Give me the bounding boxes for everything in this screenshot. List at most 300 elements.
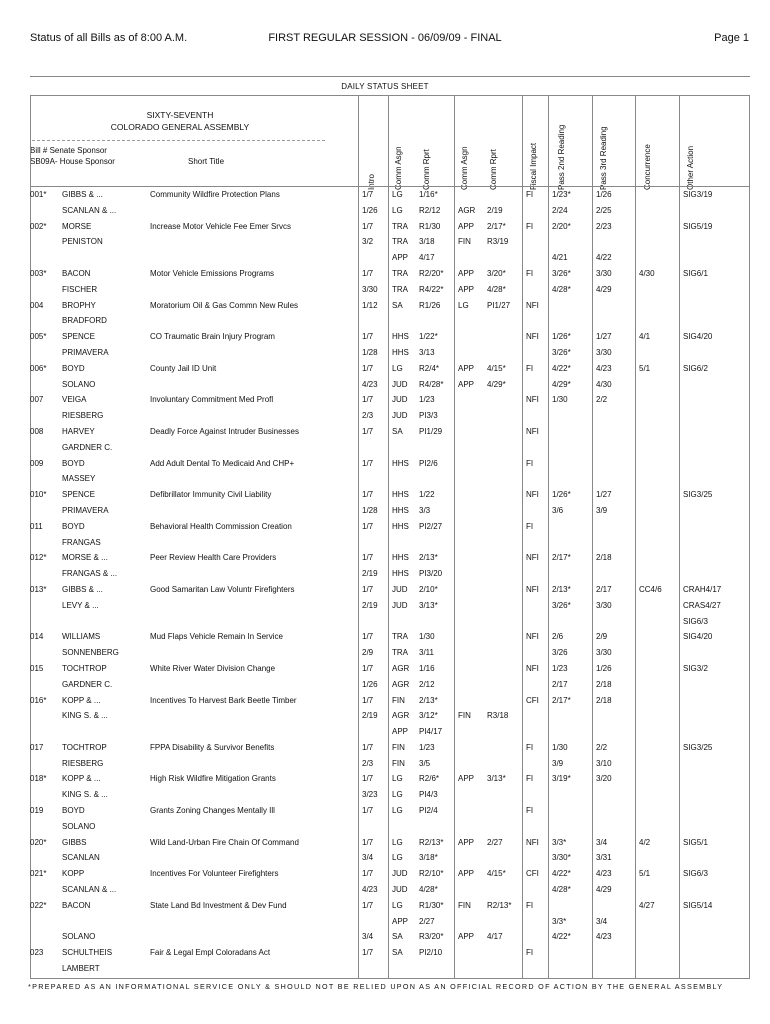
comm-rprt-1: 3/18 (419, 237, 435, 247)
pass-2nd-reading: 3/26* (552, 347, 571, 357)
other-action: SIG3/25 (683, 742, 713, 752)
comm-asgn-1: SA (392, 948, 403, 958)
col-comm-asgn-1: Comm Asgn (394, 146, 403, 190)
intro-date: 1/7 (362, 458, 374, 468)
comm-asgn-1: SA (392, 426, 403, 436)
pass-3rd-reading: 3/30 (596, 268, 612, 278)
comm-asgn-1: LG (392, 900, 403, 910)
comm-asgn-2: FIN (458, 900, 471, 910)
table-row (0, 598, 770, 614)
comm-rprt-1: PI4/17 (419, 727, 443, 737)
fiscal-impact: NFI (526, 300, 539, 310)
comm-asgn-2: APP (458, 774, 475, 784)
page-number: Page 1 (714, 32, 749, 44)
pass-3rd-reading: 2/25 (596, 205, 612, 215)
assembly-line-1: SIXTY-SEVENTH (146, 110, 214, 120)
table-row (0, 487, 770, 503)
short-title: County Jail ID Unit (150, 363, 217, 373)
comm-asgn-1: LG (392, 363, 403, 373)
concurrence: 4/27 (639, 900, 655, 910)
comm-asgn-1: TRA (392, 284, 408, 294)
pass-2nd-reading: 3/9 (552, 758, 564, 768)
table-row (0, 219, 770, 235)
fiscal-impact: FI (526, 521, 534, 531)
col-comm-rprt-2: Comm Rprt (489, 149, 498, 190)
sponsor-name: GIBBS & ... (62, 190, 103, 199)
sponsor-name: BACON (62, 900, 91, 910)
intro-date: 1/26 (362, 205, 378, 215)
short-title: Mud Flaps Vehicle Remain In Service (150, 632, 283, 642)
comm-rprt-1: PI1/29 (419, 426, 443, 436)
table-row (0, 629, 770, 645)
short-title: Add Adult Dental To Medicaid And CHP+ (150, 458, 295, 468)
table-row (0, 471, 770, 487)
intro-date: 1/7 (362, 521, 374, 531)
comm-asgn-1: HHS (392, 505, 409, 515)
pass-3rd-reading: 4/22 (596, 253, 612, 263)
comm-asgn-1: JUD (392, 600, 408, 610)
comm-asgn-1: HHS (392, 347, 409, 357)
intro-date: 1/7 (362, 584, 374, 594)
fiscal-impact: NFI (526, 632, 539, 642)
short-title: High Risk Wildfire Mitigation Grants (150, 774, 276, 784)
short-title: Involuntary Commitment Med Profl (150, 395, 274, 405)
intro-date: 1/7 (362, 663, 374, 673)
pass-2nd-reading: 4/28* (552, 885, 571, 895)
intro-date: 1/7 (362, 395, 374, 405)
other-action: SIG5/14 (683, 900, 713, 910)
table-row (0, 819, 770, 835)
comm-rprt-1: 2/13* (419, 695, 438, 705)
other-action: SIG6/3 (683, 616, 708, 626)
comm-asgn-1: FIN (392, 695, 405, 705)
comm-rprt-2: R3/18 (487, 711, 509, 721)
short-title: Peer Review Health Care Providers (150, 553, 277, 563)
table-row (0, 945, 770, 961)
intro-date: 1/7 (362, 774, 374, 784)
intro-date: 1/7 (362, 363, 374, 373)
comm-asgn-1: TRA (392, 268, 408, 278)
comm-rprt-1: R4/22* (419, 284, 444, 294)
fiscal-impact: FI (526, 806, 534, 816)
sponsor-name: GARDNER C. (62, 442, 113, 452)
comm-asgn-1: TRA (392, 221, 408, 231)
intro-date: 1/28 (362, 347, 378, 357)
table-row (0, 535, 770, 551)
short-title: Increase Motor Vehicle Fee Emer Srvcs (150, 221, 291, 231)
bill-number: 005* (30, 332, 47, 342)
short-title: Good Samaritan Law Voluntr Firefighters (150, 584, 295, 594)
pass-2nd-reading: 2/6 (552, 632, 564, 642)
comm-asgn-2: APP (458, 268, 475, 278)
comm-asgn-2: APP (458, 379, 475, 389)
bill-table-body (0, 187, 770, 977)
table-row (0, 708, 770, 724)
sponsor-name: MORSE & ... (62, 553, 108, 563)
pass-2nd-reading: 2/20* (552, 221, 571, 231)
intro-date: 1/12 (362, 300, 378, 310)
comm-asgn-2: APP (458, 869, 475, 879)
comm-rprt-1: PI2/27 (419, 521, 443, 531)
sponsor-name: BOYD (62, 806, 85, 816)
sponsor-name: FRANGAS & ... (62, 569, 118, 579)
pass-3rd-reading: 1/26 (596, 190, 612, 199)
comm-rprt-2: R2/13* (487, 900, 512, 910)
comm-rprt-1: R2/4* (419, 363, 440, 373)
sponsor-name: KOPP & ... (62, 695, 101, 705)
intro-date: 2/3 (362, 758, 374, 768)
pass-3rd-reading: 3/20 (596, 774, 612, 784)
comm-rprt-2: 4/15* (487, 363, 506, 373)
short-title: Grants Zoning Changes Mentally Ill (150, 806, 275, 816)
comm-rprt-2: 2/17* (487, 221, 506, 231)
pass-3rd-reading: 3/9 (596, 505, 608, 515)
concurrence: 4/2 (639, 837, 651, 847)
comm-asgn-2: APP (458, 221, 475, 231)
table-row (0, 661, 770, 677)
fiscal-impact: NFI (526, 837, 539, 847)
comm-asgn-1: AGR (392, 711, 410, 721)
comm-asgn-2: APP (458, 363, 475, 373)
bill-number: 007 (30, 395, 44, 405)
comm-rprt-1: R1/30 (419, 221, 441, 231)
comm-asgn-1: AGR (392, 679, 410, 689)
bill-number: 011 (30, 521, 43, 531)
comm-asgn-1: HHS (392, 569, 409, 579)
pass-3rd-reading: 3/4 (596, 916, 608, 926)
sponsor-name: HARVEY (62, 426, 95, 436)
other-action: CRAS4/27 (683, 600, 721, 610)
other-action: SIG5/19 (683, 221, 713, 231)
comm-asgn-1: JUD (392, 411, 408, 421)
short-title: Behavioral Health Commission Creation (150, 521, 292, 531)
comm-asgn-1: APP (392, 253, 409, 263)
comm-rprt-1: 1/30 (419, 632, 435, 642)
other-action: SIG3/19 (683, 190, 713, 199)
sponsor-name: VEIGA (62, 395, 87, 405)
comm-rprt-1: 1/23 (419, 742, 435, 752)
other-action: SIG6/2 (683, 363, 708, 373)
bill-senate-sponsor-label: Bill # Senate Sponsor (30, 146, 107, 155)
bill-number: 019 (30, 806, 44, 816)
pass-3rd-reading: 2/18 (596, 695, 612, 705)
pass-2nd-reading: 2/17* (552, 553, 571, 563)
col-other-action: Other Action (686, 145, 695, 190)
pass-2nd-reading: 4/28* (552, 284, 571, 294)
pass-3rd-reading: 4/29 (596, 885, 612, 895)
sheet-title: DAILY STATUS SHEET (341, 82, 429, 91)
comm-asgn-1: AGR (392, 663, 410, 673)
sponsor-name: GIBBS & ... (62, 584, 103, 594)
fiscal-impact: FI (526, 190, 534, 199)
sponsor-name: KING S. & ... (62, 790, 108, 800)
assembly-line-2: COLORADO GENERAL ASSEMBLY (110, 122, 250, 132)
pass-2nd-reading: 4/22* (552, 869, 571, 879)
col-pass-3rd-reading: Pass 3rd Reading (599, 126, 608, 190)
house-sponsor-label: SB09A- House Sponsor (30, 157, 115, 166)
concurrence: 4/30 (639, 268, 655, 278)
comm-asgn-1: SA (392, 932, 403, 942)
comm-rprt-1: R2/6* (419, 774, 440, 784)
comm-asgn-1: HHS (392, 553, 409, 563)
intro-date: 1/7 (362, 268, 374, 278)
pass-2nd-reading: 1/26* (552, 332, 571, 342)
table-row (0, 234, 770, 250)
comm-rprt-1: 2/10* (419, 584, 438, 594)
intro-date: 1/7 (362, 553, 374, 563)
pass-3rd-reading: 1/27 (596, 332, 612, 342)
bill-number: 006* (30, 363, 47, 373)
fiscal-impact: NFI (526, 584, 539, 594)
fiscal-impact: NFI (526, 332, 539, 342)
comm-asgn-1: JUD (392, 584, 408, 594)
intro-date: 1/7 (362, 742, 374, 752)
comm-rprt-1: R2/10* (419, 869, 444, 879)
sponsor-name: BACON (62, 268, 91, 278)
fiscal-impact: CFI (526, 695, 539, 705)
comm-asgn-1: LG (392, 853, 403, 863)
pass-2nd-reading: 1/23* (552, 190, 571, 199)
pass-2nd-reading: 4/21 (552, 253, 568, 263)
comm-rprt-2: 3/13* (487, 774, 506, 784)
sponsor-name: SOLANO (62, 379, 96, 389)
intro-date: 2/3 (362, 411, 374, 421)
sponsor-name: SONNENBERG (62, 648, 119, 658)
pass-2nd-reading: 1/23 (552, 663, 568, 673)
sponsor-name: BOYD (62, 521, 85, 531)
pass-3rd-reading: 2/9 (596, 632, 608, 642)
fiscal-impact: FI (526, 948, 534, 958)
comm-rprt-1: 2/13* (419, 553, 438, 563)
intro-date: 1/7 (362, 806, 374, 816)
table-row (0, 519, 770, 535)
comm-asgn-1: FIN (392, 742, 405, 752)
intro-date: 1/7 (362, 190, 374, 199)
comm-rprt-1: PI3/3 (419, 411, 438, 421)
other-action: SIG5/1 (683, 837, 708, 847)
fiscal-impact: FI (526, 900, 534, 910)
intro-date: 3/30 (362, 284, 378, 294)
sponsor-name: SPENCE (62, 332, 95, 342)
col-fiscal-impact: Fiscal Impact (529, 142, 538, 190)
comm-asgn-2: APP (458, 932, 475, 942)
concurrence: 5/1 (639, 869, 651, 879)
comm-rprt-1: PI3/20 (419, 569, 443, 579)
sponsor-name: SOLANO (62, 932, 96, 942)
comm-rprt-1: R2/20* (419, 268, 444, 278)
bill-number: 003* (30, 268, 47, 278)
comm-rprt-1: R1/30* (419, 900, 444, 910)
short-title: Motor Vehicle Emissions Programs (150, 268, 275, 278)
fiscal-impact: NFI (526, 395, 539, 405)
col-concurrence: Concurrence (643, 144, 652, 190)
intro-date: 2/19 (362, 711, 378, 721)
comm-rprt-1: 1/16 (419, 663, 435, 673)
intro-date: 1/7 (362, 632, 374, 642)
short-title: White River Water Division Change (150, 663, 276, 673)
sponsor-name: SCHULTHEIS (62, 948, 113, 958)
table-row (0, 914, 770, 930)
comm-rprt-1: 1/22 (419, 490, 435, 500)
table-row (0, 677, 770, 693)
sponsor-name: PENISTON (62, 237, 103, 247)
intro-date: 4/23 (362, 379, 378, 389)
table-row (0, 408, 770, 424)
intro-date: 3/4 (362, 853, 374, 863)
pass-3rd-reading: 3/30 (596, 600, 612, 610)
pass-3rd-reading: 2/23 (596, 221, 612, 231)
session-title: FIRST REGULAR SESSION - 06/09/09 - FINAL (268, 32, 502, 44)
bill-number: 004 (30, 300, 44, 310)
pass-2nd-reading: 3/26 (552, 648, 568, 658)
sponsor-name: MASSEY (62, 474, 96, 484)
sponsor-name: KOPP & ... (62, 774, 101, 784)
pass-3rd-reading: 1/26 (596, 663, 612, 673)
intro-date: 1/7 (362, 869, 374, 879)
table-row (0, 345, 770, 361)
table-row (0, 961, 770, 977)
comm-rprt-2: 4/29* (487, 379, 506, 389)
pass-3rd-reading: 2/2 (596, 742, 608, 752)
table-row (0, 850, 770, 866)
table-row (0, 756, 770, 772)
pass-2nd-reading: 1/26* (552, 490, 571, 500)
comm-rprt-1: 3/12* (419, 711, 438, 721)
sponsor-name: SCANLAN & ... (62, 205, 117, 215)
fiscal-impact: NFI (526, 553, 539, 563)
table-row (0, 392, 770, 408)
bill-number: 023 (30, 948, 44, 958)
bill-number: 018* (30, 774, 47, 784)
bill-number: 016* (30, 695, 47, 705)
table-row (0, 787, 770, 803)
pass-3rd-reading: 2/18 (596, 553, 612, 563)
table-row (0, 566, 770, 582)
pass-2nd-reading: 3/3* (552, 916, 567, 926)
bill-number: 022* (30, 900, 47, 910)
fiscal-impact: FI (526, 742, 534, 752)
comm-asgn-1: HHS (392, 458, 409, 468)
comm-asgn-1: APP (392, 727, 409, 737)
fiscal-impact: FI (526, 221, 534, 231)
pass-2nd-reading: 3/26* (552, 600, 571, 610)
table-row (0, 614, 770, 630)
intro-date: 1/7 (362, 837, 374, 847)
intro-date: 2/9 (362, 648, 374, 658)
comm-asgn-1: APP (392, 916, 409, 926)
pass-3rd-reading: 4/29 (596, 284, 612, 294)
fiscal-impact: FI (526, 363, 534, 373)
bill-number: 001* (30, 190, 47, 199)
comm-asgn-1: LG (392, 190, 403, 199)
table-row (0, 250, 770, 266)
comm-rprt-1: 1/16* (419, 190, 438, 199)
pass-3rd-reading: 2/17 (596, 584, 612, 594)
short-title: Incentives For Volunteer Firefighters (150, 869, 279, 879)
pass-3rd-reading: 4/23 (596, 869, 612, 879)
comm-asgn-1: TRA (392, 648, 408, 658)
comm-rprt-1: PI2/4 (419, 806, 438, 816)
comm-rprt-1: R1/26 (419, 300, 441, 310)
comm-rprt-1: PI2/6 (419, 458, 438, 468)
table-row (0, 882, 770, 898)
table-row (0, 313, 770, 329)
comm-rprt-1: 3/11 (419, 648, 434, 658)
sponsor-name: KING S. & ... (62, 711, 108, 721)
concurrence: 5/1 (639, 363, 651, 373)
sponsor-name: BRADFORD (62, 316, 107, 326)
table-row (0, 503, 770, 519)
comm-asgn-1: LG (392, 837, 403, 847)
comm-rprt-2: PI1/27 (487, 300, 511, 310)
sponsor-name: SCANLAN (62, 853, 100, 863)
comm-rprt-2: 4/17 (487, 932, 503, 942)
other-action: CRAH4/17 (683, 584, 722, 594)
col-comm-rprt-1: Comm Rprt (422, 149, 431, 190)
table-row (0, 266, 770, 282)
comm-asgn-1: LG (392, 790, 403, 800)
pass-2nd-reading: 4/22* (552, 363, 571, 373)
sponsor-name: BOYD (62, 458, 85, 468)
comm-rprt-2: 2/27 (487, 837, 503, 847)
sponsor-name: SOLANO (62, 821, 96, 831)
comm-asgn-1: FIN (392, 758, 405, 768)
fiscal-impact: FI (526, 268, 534, 278)
bill-number: 002* (30, 221, 47, 231)
table-row (0, 282, 770, 298)
bill-number: 010* (30, 490, 47, 500)
comm-rprt-1: 3/18* (419, 853, 438, 863)
comm-rprt-2: 4/15* (487, 869, 506, 879)
pass-2nd-reading: 3/19* (552, 774, 571, 784)
fiscal-impact: NFI (526, 490, 539, 500)
bill-number: 015 (30, 663, 44, 673)
title-rule (30, 95, 750, 96)
sponsor-name: BOYD (62, 363, 85, 373)
fiscal-impact: NFI (526, 663, 539, 673)
fiscal-impact: NFI (526, 426, 539, 436)
pass-2nd-reading: 2/17* (552, 695, 571, 705)
table-row (0, 329, 770, 345)
table-row (0, 550, 770, 566)
sponsor-name: LEVY & ... (62, 600, 99, 610)
sponsor-name: BROPHY (62, 300, 96, 310)
table-row (0, 377, 770, 393)
comm-asgn-1: LG (392, 774, 403, 784)
comm-rprt-1: R2/13* (419, 837, 444, 847)
pass-2nd-reading: 2/17 (552, 679, 568, 689)
pass-3rd-reading: 1/27 (596, 490, 612, 500)
intro-date: 1/7 (362, 490, 374, 500)
intro-date: 3/23 (362, 790, 378, 800)
comm-asgn-1: SA (392, 300, 403, 310)
pass-3rd-reading: 3/30 (596, 347, 612, 357)
intro-date: 2/19 (362, 569, 378, 579)
comm-asgn-2: APP (458, 284, 475, 294)
table-bottom-rule (30, 978, 750, 979)
pass-3rd-reading: 4/30 (596, 379, 612, 389)
comm-rprt-1: 2/27 (419, 916, 435, 926)
comm-rprt-1: 3/13 (419, 347, 435, 357)
short-title: Moratorium Oil & Gas Commn New Rules (150, 300, 299, 310)
intro-date: 1/7 (362, 332, 374, 342)
other-action: SIG3/25 (683, 490, 713, 500)
intro-date: 1/28 (362, 505, 378, 515)
comm-asgn-2: AGR (458, 205, 476, 215)
short-title: Defibrillator Immunity Civil Liability (150, 490, 272, 500)
fiscal-impact: FI (526, 774, 534, 784)
short-title: FPPA Disability & Survivor Benefits (150, 742, 275, 752)
